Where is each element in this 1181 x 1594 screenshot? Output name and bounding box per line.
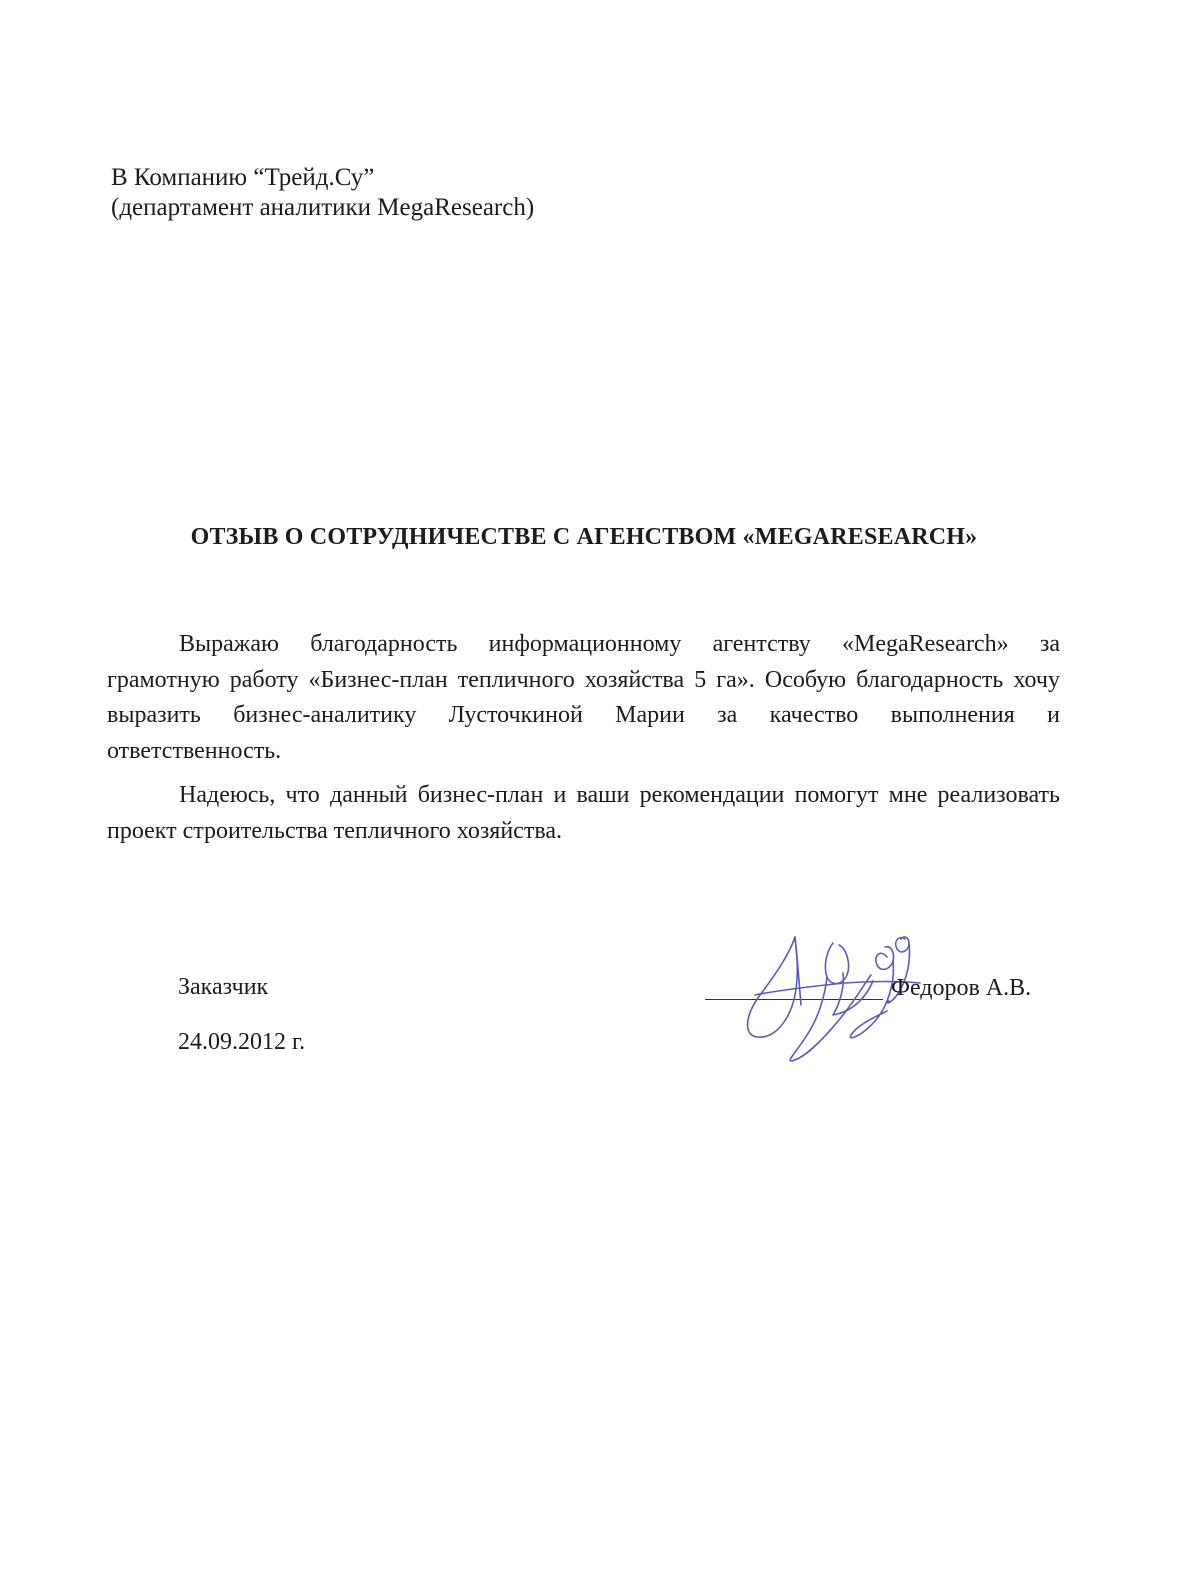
paragraph-line: Надеюсь, что данный бизнес-план и ваши рекомендации помогут мне реализовать	[179, 782, 1060, 808]
recipient-department: (департамент аналитики MegaResearch)	[111, 194, 535, 221]
paragraph-line: грамотную работу «Бизнес-план тепличного хозяйства 5 га». Особую благодарность хочу	[107, 666, 1060, 693]
paragraph-gratitude	[107, 627, 1060, 769]
paragraph-line: выразить бизнес-аналитику Лусточкиной Марии за качество выполнения и	[107, 702, 1060, 728]
paragraph-line: проект строительства тепличного хозяйства.	[107, 817, 562, 844]
recipient-block	[111, 163, 534, 223]
paragraph-line: Выражаю благодарность информационному агентству «MegaResearch» за	[179, 631, 1060, 657]
customer-label: Заказчик	[178, 974, 269, 1000]
paragraph-line: ответственность.	[107, 737, 282, 764]
signer-name: Федоров А.В.	[891, 975, 1032, 1001]
recipient-company: В Компанию “Трейд.Су”	[111, 164, 375, 191]
document-title: ОТЗЫВ О СОТРУДНИЧЕСТВЕ С АГЕНСТВОМ «MEGARESEARCH»	[190, 524, 978, 550]
paragraph-hope	[107, 778, 1060, 849]
document-date: 24.09.2012 г.	[178, 1029, 306, 1055]
